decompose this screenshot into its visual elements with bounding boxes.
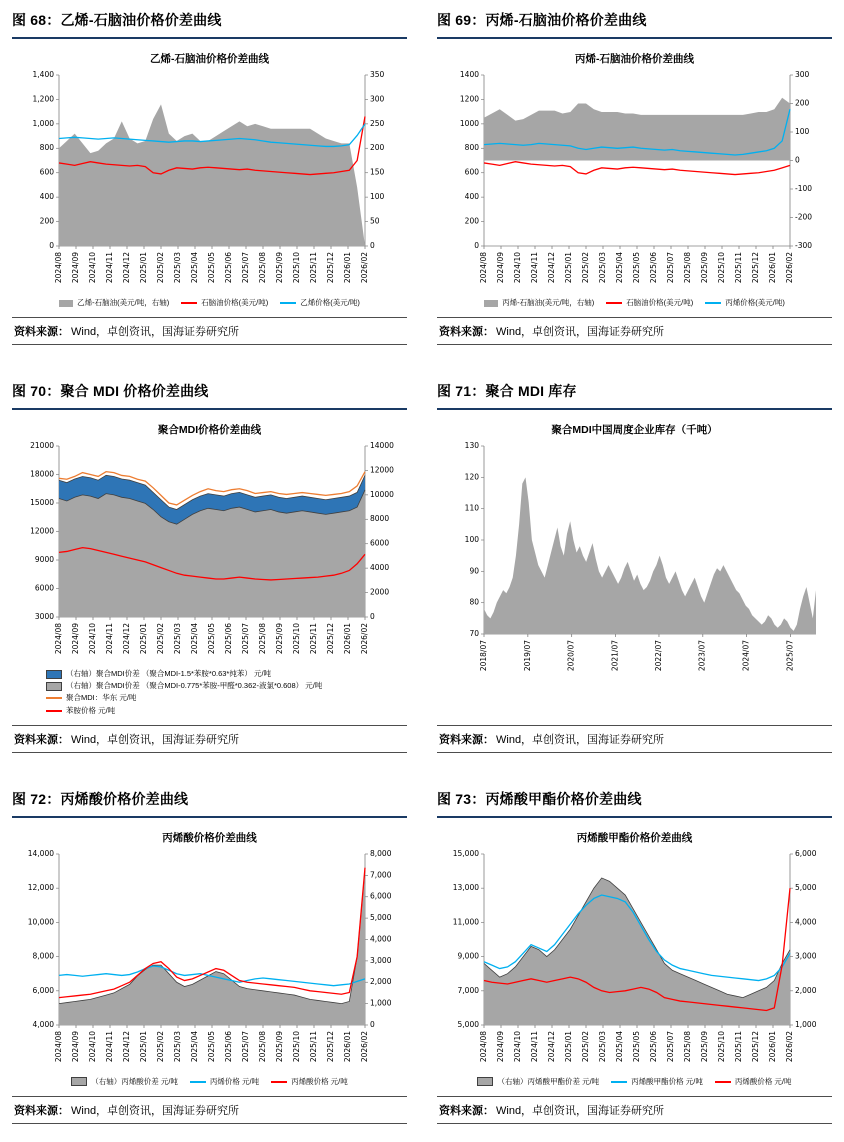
legend-item xyxy=(71,1077,178,1087)
chart-legend xyxy=(12,1075,407,1087)
source-label: 资料来源： xyxy=(439,326,494,339)
source-row xyxy=(437,725,832,753)
source-label: 资料来源： xyxy=(439,1104,494,1117)
legend-item xyxy=(59,298,169,308)
legend-swatch-line xyxy=(705,302,721,304)
figure-68 xyxy=(12,8,407,345)
legend-label: （右轴）聚合MDI价差 （聚合MDI-0.775*苯胺-甲醛*0.362-液氯*0.608） 元/吨 xyxy=(66,681,323,691)
source-row xyxy=(437,317,832,345)
legend-label: 丙烯酸价格 元/吨 xyxy=(291,1076,348,1086)
legend-label: （右轴）丙烯酸价差 元/吨 xyxy=(91,1076,178,1086)
legend-swatch-line xyxy=(181,302,197,304)
legend-swatch-box xyxy=(46,682,62,691)
legend-swatch-line xyxy=(606,302,622,304)
chart-box xyxy=(437,420,832,716)
legend-label: （右轴）丙烯酸甲酯价差 元/吨 xyxy=(497,1076,600,1086)
figure-73 xyxy=(437,787,832,1124)
source-text: Wind，卓创资讯，国海证券研究所 xyxy=(496,326,665,339)
legend-label: 石脑油价格(美元/吨) xyxy=(201,298,269,307)
chart-canvas xyxy=(440,439,830,684)
source-label: 资料来源： xyxy=(14,326,69,339)
chart-canvas xyxy=(15,439,405,667)
legend-label: 聚合MDI：华东 元/吨 xyxy=(66,693,137,703)
chart-title: 聚合MDI中国周度企业库存（千吨） xyxy=(551,424,718,437)
chart-title: 丙烯酸甲酯价格价差曲线 xyxy=(576,831,693,844)
legend-item xyxy=(46,693,136,703)
figure-71 xyxy=(437,379,832,753)
figure-70 xyxy=(12,379,407,753)
source-text: Wind，卓创资讯，国海证券研究所 xyxy=(496,733,665,746)
legend-item xyxy=(705,298,785,308)
legend-item xyxy=(484,298,594,308)
figure-heading: 图 71：聚合 MDI 库存 xyxy=(437,379,832,410)
source-text: Wind，卓创资讯，国海证券研究所 xyxy=(71,1104,240,1117)
chart-title: 丙烯酸价格价差曲线 xyxy=(162,831,257,844)
legend-label: 丙烯酸价格 元/吨 xyxy=(734,1076,792,1086)
legend-item xyxy=(477,1077,599,1087)
chart-legend xyxy=(42,667,407,716)
source-row xyxy=(12,1096,407,1124)
legend-swatch-box xyxy=(71,1077,87,1086)
legend-swatch-line xyxy=(190,1081,206,1083)
legend-item xyxy=(46,706,115,716)
legend-item xyxy=(46,681,322,691)
legend-item xyxy=(271,1077,348,1087)
legend-swatch-line xyxy=(46,710,62,712)
chart-box xyxy=(12,49,407,308)
legend-label: 乙烯-石脑油(美元/吨，右轴) xyxy=(77,298,170,307)
legend-label: 丙烯价格 元/吨 xyxy=(209,1076,260,1086)
figure-grid xyxy=(12,8,832,1124)
figure-heading: 图 72：丙烯酸价格价差曲线 xyxy=(12,787,407,818)
legend-item xyxy=(181,298,268,308)
legend-swatch-line xyxy=(46,697,62,699)
legend-label: 苯胺价格 元/吨 xyxy=(66,705,116,715)
figure-heading: 图 70：聚合 MDI 价格价差曲线 xyxy=(12,379,407,410)
source-text: Wind，卓创资讯，国海证券研究所 xyxy=(71,733,240,746)
legend-item xyxy=(46,669,271,679)
legend-swatch-line xyxy=(715,1081,731,1083)
legend-item xyxy=(606,298,693,308)
chart-title: 聚合MDI价格价差曲线 xyxy=(157,424,262,437)
chart-box xyxy=(437,49,832,308)
source-row xyxy=(12,725,407,753)
legend-item xyxy=(280,298,360,308)
legend-swatch-line xyxy=(280,302,296,304)
legend-swatch-box xyxy=(46,670,62,679)
chart-box xyxy=(12,828,407,1087)
source-label: 资料来源： xyxy=(14,1104,69,1117)
legend-label: 乙烯价格(美元/吨) xyxy=(300,298,360,307)
legend-label: 丙烯价格(美元/吨) xyxy=(725,298,785,307)
legend-label: 丙烯酸甲酯价格 元/吨 xyxy=(631,1076,703,1086)
source-label: 资料来源： xyxy=(14,733,69,746)
figure-heading: 图 68：乙烯-石脑油价格价差曲线 xyxy=(12,8,407,39)
chart-canvas xyxy=(440,68,830,296)
legend-item xyxy=(715,1077,792,1087)
legend-swatch-box xyxy=(477,1077,493,1086)
chart-legend xyxy=(437,1075,832,1087)
chart-legend xyxy=(12,296,407,308)
source-text: Wind，卓创资讯，国海证券研究所 xyxy=(71,326,240,339)
source-row xyxy=(12,317,407,345)
source-text: Wind，卓创资讯，国海证券研究所 xyxy=(496,1104,665,1117)
legend-swatch-box xyxy=(484,300,498,307)
chart-title: 丙烯-石脑油价格价差曲线 xyxy=(575,53,694,65)
figure-72 xyxy=(12,787,407,1124)
source-row xyxy=(437,1096,832,1124)
chart-canvas xyxy=(15,68,405,296)
legend-swatch-box xyxy=(59,300,73,307)
chart-box xyxy=(437,828,832,1087)
legend-swatch-line xyxy=(611,1081,627,1083)
legend-item xyxy=(190,1077,259,1087)
figure-69 xyxy=(437,8,832,345)
legend-label: 丙烯-石脑油(美元/吨，右轴) xyxy=(502,298,595,307)
chart-canvas xyxy=(15,847,405,1075)
chart-box xyxy=(12,420,407,716)
legend-item xyxy=(611,1077,703,1087)
chart-canvas xyxy=(440,847,830,1075)
figure-heading: 图 69：丙烯-石脑油价格价差曲线 xyxy=(437,8,832,39)
figure-heading: 图 73：丙烯酸甲酯价格价差曲线 xyxy=(437,787,832,818)
legend-label: （右轴）聚合MDI价差 （聚合MDI-1.5*苯胺*0.63*纯苯） 元/吨 xyxy=(66,669,272,679)
chart-legend xyxy=(437,296,832,308)
source-label: 资料来源： xyxy=(439,733,494,746)
chart-title: 乙烯-石脑油价格价差曲线 xyxy=(150,53,269,65)
legend-label: 石脑油价格(美元/吨) xyxy=(626,298,694,307)
legend-swatch-line xyxy=(271,1081,287,1083)
